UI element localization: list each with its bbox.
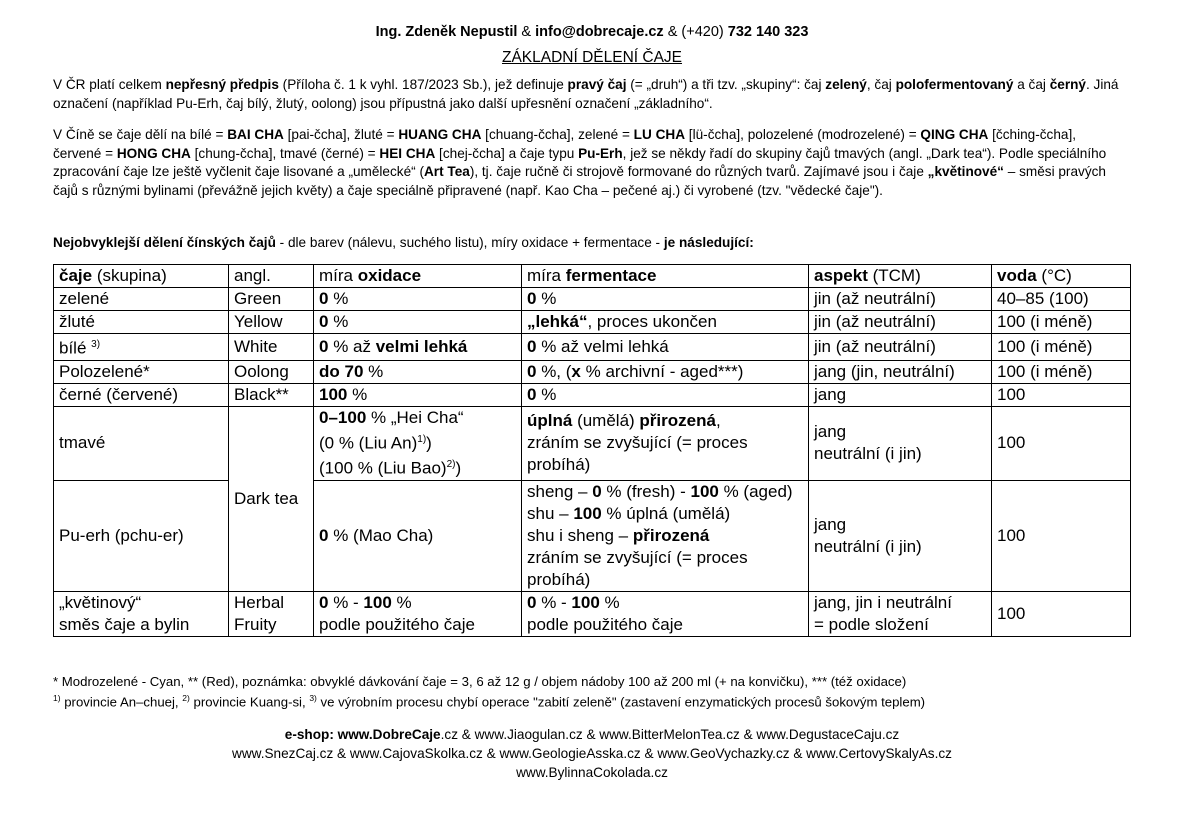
eshop-label: e-shop: [284,727,338,742]
phone-number: 732 140 323 [727,24,809,40]
header-water: voda (°C) [992,265,1131,288]
footer-links-1[interactable]: & www.Jiaogulan.cz & www.BitterMelonTea.cz & www.DegustaceCaju.cz [458,727,900,742]
aspect-cell: jang neutrální (i jin) [809,406,992,480]
tea-name-cell: žluté [54,311,229,334]
water-cell: 100 [992,480,1131,591]
tea-classification-table [53,264,1131,637]
english-cell: Oolong [229,360,314,383]
tea-name-cell: Polozelené* [54,360,229,383]
water-cell: 100 (i méně) [992,360,1131,383]
header-fermentation: míra fermentace [522,265,809,288]
table-row [54,383,1131,406]
aspect-cell: jin (až neutrální) [809,288,992,311]
contact-header [0,24,1184,40]
page-title: ZÁKLADNÍ DĚLENÍ ČAJE [501,49,683,66]
water-cell: 100 [992,591,1131,636]
table-row [54,288,1131,311]
aspect-cell: jin (až neutrální) [809,334,992,361]
separator: & [517,24,536,40]
header-english: angl. [229,265,314,288]
header-oxidation: míra oxidace [314,265,522,288]
oxidation-cell: 0 % až velmi lehká [314,334,522,361]
tea-name-cell: bílé $^{3)}$ [54,334,229,361]
tea-name-cell: „květinový“ směs čaje a bylin [54,591,229,636]
footnote-line-1: * Modrozelené - Cyan, ** (Red), poznámka: obvyklé dávkování čaje = 3, 6 až 12 g / objem nádoby 100 až 200 ml (+ na konvičku), *** (též oxidace) [53,674,907,689]
oxidation-cell: 0–100 % „Hei Cha“ (0 % (Liu An)$^{1)}$) (100 % (Liu Bao)$^{2)}$) [314,406,522,480]
english-cell: White [229,334,314,361]
fermentation-cell: 0 % [522,383,809,406]
aspect-cell: jang, jin i neutrální = podle složení [809,591,992,636]
aspect-cell: jang neutrální (i jin) [809,480,992,591]
tea-name-cell: černé (červené) [54,383,229,406]
header-tea-group: čaje (skupina) [54,265,229,288]
table-row [54,591,1131,636]
oxidation-cell: 0 % [314,311,522,334]
aspect-cell: jang [809,383,992,406]
fermentation-cell: 0 % až velmi lehká [522,334,809,361]
oxidation-cell: 0 % (Mao Cha) [314,480,522,591]
fermentation-cell: 0 % - 100 % podle použitého čaje [522,591,809,636]
footer-links [0,725,1184,782]
table-row [54,311,1131,334]
english-cell: Dark tea [229,406,314,591]
footer-line-2[interactable]: www.SnezCaj.cz & www.CajovaSkolka.cz & www.GeologieAsska.cz & www.GeoVychazky.cz & www.CertovySkalyAs.cz [232,746,952,761]
table-row [54,406,1131,480]
english-cell: Yellow [229,311,314,334]
fermentation-cell: úplná (umělá) přirozená, zráním se zvyšující (= proces probíhá) [522,406,809,480]
fermentation-cell: „lehká“, proces ukončen [522,311,809,334]
water-cell: 100 [992,406,1131,480]
english-cell: Green [229,288,314,311]
water-cell: 100 [992,383,1131,406]
table-row [54,360,1131,383]
aspect-cell: jin (až neutrální) [809,311,992,334]
fermentation-cell: 0 %, (x % archivní - aged***) [522,360,809,383]
tea-name-cell: zelené [54,288,229,311]
footnotes [53,673,1133,710]
fermentation-cell: sheng – 0 % (fresh) - 100 % (aged) shu – 100 % úplná (umělá) shu i sheng – přirozená zráním se zvyšující (= proces probíhá) [522,480,809,591]
oxidation-cell: 100 % [314,383,522,406]
english-cell: Herbal Fruity [229,591,314,636]
water-cell: 100 (i méně) [992,311,1131,334]
table-row [54,480,1131,591]
aspect-cell: jang (jin, neutrální) [809,360,992,383]
header-aspect: aspekt (TCM) [809,265,992,288]
author-name: Ing. Zdeněk Nepustil [375,24,518,40]
footnote-line-2: $^{1)}$ provincie An–chuej, $^{2)}$ provincie Kuang-si, $^{3)}$ ve výrobním procesu chybí operace "zabití zeleně" (zastavení enzymatických procesů šokovým teplem) [53,693,926,710]
water-cell: 100 (i méně) [992,334,1131,361]
oxidation-cell: do 70 % [314,360,522,383]
fermentation-cell: 0 % [522,288,809,311]
table-header-row [54,265,1131,288]
oxidation-cell: 0 % - 100 % podle použitého čaje [314,591,522,636]
intro-paragraph-china: V Číně se čaje dělí na bílé = BAI CHA [pai-čcha], žluté = HUANG CHA [chuang-čcha], zelené = LU CHA [lü-čcha], polozelené (modrozelené) = QING CHA [čching-čcha], červené = HONG CHA [chung-čcha], tmavé (černé) = HEI CHA [chej-čcha] a čaje typu Pu-Erh, jež se někdy řadí do skupiny čajů tmavých (angl. „Dark tea“). Podle speciálního zpracování čaje lze ještě vyčlenit čaje lisované a „umělecké“ (Art Tea), tj. čaje ručně či strojově formované do různých tvarů. Zajímavé jsou i čaje „květinové“ – směsi pravých čajů s různými bylinami (převážně jejich květy) a čaje speciálně připravené (např. Kao Cha – pečené aj.) či vyrobené (tzv. "vědecké čaje"). [53,127,1107,198]
oxidation-cell: 0 % [314,288,522,311]
english-cell: Black** [229,383,314,406]
footer-line-3[interactable]: www.BylinnaCokolada.cz [516,765,668,780]
tea-name-cell: Pu-erh (pchu-er) [54,480,229,591]
table-row [54,334,1131,361]
tea-name-cell: tmavé [54,406,229,480]
email-link[interactable]: info@dobrecaje.cz [535,24,664,40]
eshop-link[interactable]: www.DobreCaje [337,727,441,742]
footer-line-1: e-shop: www.DobreCaje.cz & www.Jiaogulan.cz & www.BitterMelonTea.cz & www.DegustaceCaju.cz [284,727,900,742]
table-caption: Nejobvyklejší dělení čínských čajů - dle barev (nálevu, suchého listu), míry oxidace + fermentace - je následující: [53,235,754,250]
intro-paragraph-cz: V ČR platí celkem nepřesný předpis (Příloha č. 1 k vyhl. 187/2023 Sb.), jež definuje pravý čaj (= „druh“) a tři tzv. „skupiny“: čaj zelený, čaj polofermentovaný a čaj černý. Jiná označení (například Pu-Erh, čaj bílý, žlutý, oolong) jsou přípustná jako další upřesnění označení „základního“. [53,77,1119,111]
phone-prefix: & (+420) [663,24,728,40]
water-cell: 40–85 (100) [992,288,1131,311]
